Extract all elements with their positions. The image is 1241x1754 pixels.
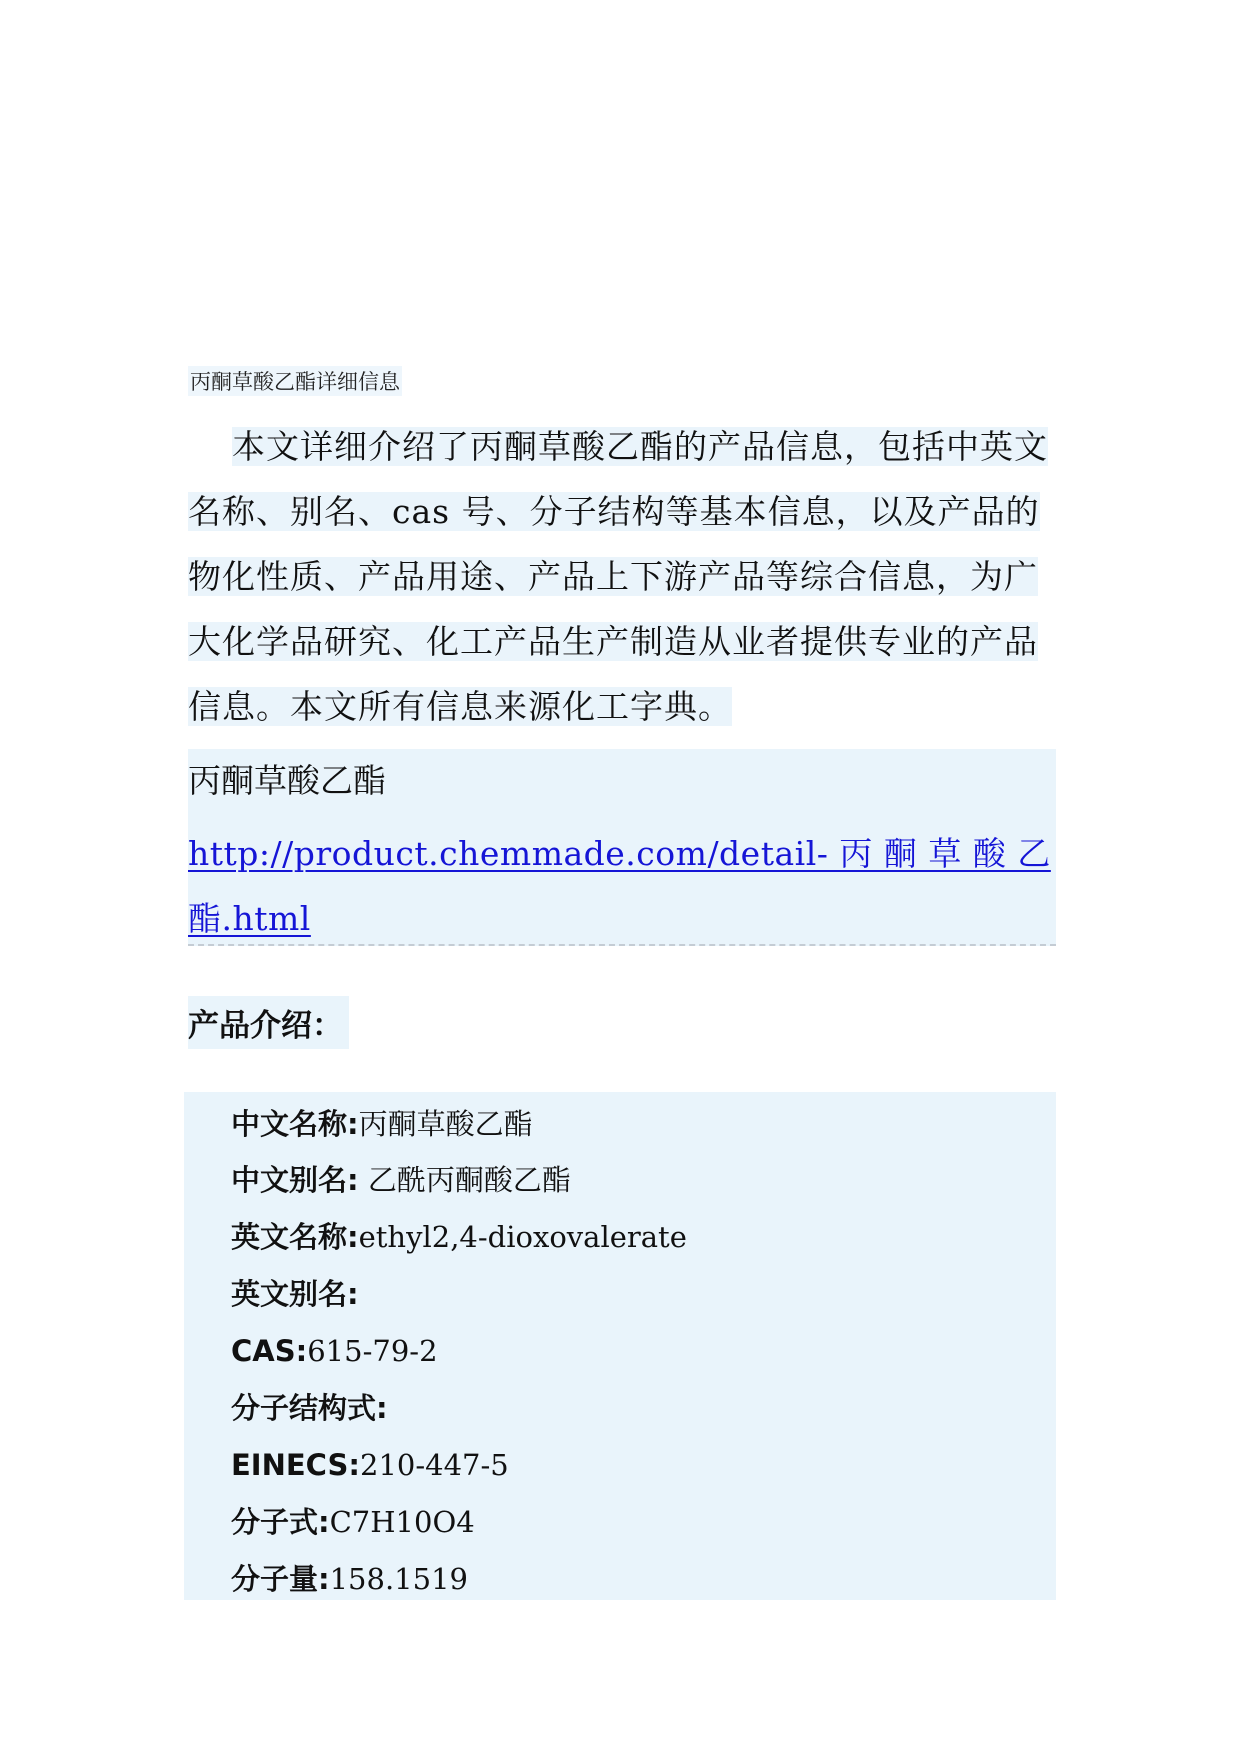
intro-paragraph [188, 414, 1068, 739]
product-url-link[interactable]: http://product.chemmade.com/detail- 丙 酮 草 酸 乙 酯.html [188, 834, 1051, 938]
info-row-en-alias [231, 1274, 359, 1314]
info-value: ethyl2,4-dioxovalerate [358, 1220, 687, 1254]
info-label: EINECS: [231, 1448, 360, 1482]
info-label: 英文名称: [231, 1220, 359, 1254]
info-label: 分子式: [231, 1505, 330, 1539]
info-row-einecs [231, 1445, 509, 1485]
info-row-structure [231, 1388, 388, 1428]
info-label: CAS: [231, 1334, 308, 1368]
info-row-cn-alias [231, 1160, 571, 1200]
info-value: 210-447-5 [360, 1448, 509, 1482]
info-row-en-name [231, 1217, 687, 1257]
product-info-box [184, 1092, 1056, 1600]
info-label: 英文别名: [231, 1277, 359, 1311]
info-value: 丙酮草酸乙酯 [358, 1107, 533, 1141]
info-row-cas [231, 1331, 438, 1371]
info-value: C7H10O4 [329, 1505, 475, 1539]
info-row-formula [231, 1502, 475, 1542]
info-value: 158.1519 [329, 1562, 468, 1596]
info-row-cn-name [231, 1104, 533, 1144]
section-heading: 产品介绍： [188, 996, 349, 1049]
info-value: 乙酰丙酮酸乙酯 [358, 1163, 571, 1197]
info-label: 中文别名: [231, 1163, 359, 1197]
intro-text: 本文详细介绍了丙酮草酸乙酯的产品信息，包括中英文名称、别名、cas 号、分子结构等基本信息，以及产品的物化性质、产品用途、产品上下游产品等综合信息，为广大化学品研究、化工产品生产制造从业者提供专业的产品信息。本文所有信息来源化工字典。 [188, 427, 1048, 726]
product-name: 丙酮草酸乙酯 [188, 761, 386, 800]
page-header: 丙酮草酸乙酯详细信息 [188, 366, 402, 396]
info-value: 615-79-2 [307, 1334, 438, 1368]
info-label: 分子量: [231, 1562, 330, 1596]
info-label: 分子结构式: [231, 1391, 388, 1425]
info-label: 中文名称: [231, 1107, 359, 1141]
info-row-weight [231, 1559, 468, 1599]
product-link-box [188, 749, 1056, 946]
